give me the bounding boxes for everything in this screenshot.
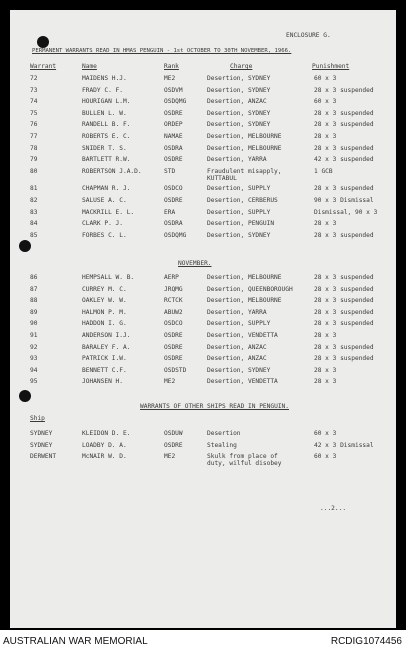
rank-cell: JRQMG bbox=[164, 285, 183, 293]
header-charge: Charge bbox=[230, 63, 253, 70]
punch-hole bbox=[19, 390, 31, 402]
charge-cell: Desertion, MELBOURNE bbox=[207, 144, 282, 152]
warrant-cell: 74 bbox=[30, 98, 38, 106]
punishment-cell: 28 x 3 bbox=[314, 332, 337, 339]
rank-cell: OSDRE bbox=[164, 109, 183, 117]
punishment-cell: 28 x 3 suspended bbox=[314, 320, 374, 328]
charge-cell: Desertion, SYDNEY bbox=[207, 75, 271, 82]
footer-id: RCDIG1074456 bbox=[330, 636, 402, 647]
punishment-cell: 90 x 3 Dismissal bbox=[314, 197, 374, 204]
charge-cell: Desertion, VENDETTA bbox=[207, 378, 278, 386]
name-cell: HOURIGAN L.M. bbox=[82, 98, 131, 106]
charge-cell-continued: duty, wilful disobey bbox=[207, 460, 282, 468]
ship-cell: DERWENT bbox=[30, 453, 57, 461]
rank-cell: OSDVM bbox=[164, 86, 183, 94]
rank-cell: OSDRE bbox=[164, 343, 183, 351]
name-cell: JOHANSEN H. bbox=[82, 378, 123, 386]
punishment-cell: 28 x 3 suspended bbox=[314, 274, 374, 281]
punishment-cell: 28 x 3 bbox=[314, 378, 337, 386]
charge-cell: Desertion, MELBOURNE bbox=[207, 133, 282, 140]
charge-cell: Desertion, SUPPLY bbox=[207, 320, 271, 328]
punishment-cell: 28 x 3 suspended bbox=[314, 285, 374, 293]
name-cell: BULLEN L. W. bbox=[82, 109, 127, 117]
ship-cell: SYDNEY bbox=[30, 441, 53, 449]
november-heading: NOVEMBER. bbox=[178, 260, 212, 267]
header-ship: Ship bbox=[30, 415, 45, 422]
warrant-cell: 73 bbox=[30, 86, 38, 94]
charge-cell: Desertion bbox=[207, 430, 241, 437]
warrant-cell: 80 bbox=[30, 167, 38, 175]
punishment-cell: Dismissal, 90 x 3 bbox=[314, 208, 378, 216]
document-title: PERMANENT WARRANTS READ IN HMAS PENGUIN - 1st OCTOBER TO 30TH NOVEMBER, 1966. bbox=[32, 48, 292, 54]
name-cell: CLARK P. J. bbox=[82, 220, 123, 228]
rank-cell: ME2 bbox=[164, 378, 176, 386]
charge-cell: Desertion, CERBERUS bbox=[207, 197, 278, 204]
charge-cell: Desertion, VENDETTA bbox=[207, 332, 278, 339]
warrant-cell: 84 bbox=[30, 220, 38, 228]
name-cell: ANDERSON I.J. bbox=[82, 332, 131, 339]
punishment-cell: 28 x 3 suspended bbox=[314, 308, 374, 316]
name-cell: HEMPSALL W. B. bbox=[82, 274, 135, 281]
name-cell: KLEIDON D. E. bbox=[82, 430, 131, 437]
name-cell: ROBERTS E. C. bbox=[82, 133, 131, 140]
rank-cell: OSDRA bbox=[164, 220, 183, 228]
name-cell: McNAIR W. D. bbox=[82, 453, 127, 461]
name-cell: LOADBY D. A. bbox=[82, 441, 127, 449]
rank-cell: STD bbox=[164, 167, 176, 175]
name-cell: BARALEY F. A. bbox=[82, 343, 131, 351]
charge-cell: Desertion, SYDNEY bbox=[207, 109, 271, 117]
footer-source: AUSTRALIAN WAR MEMORIAL bbox=[3, 636, 148, 647]
rank-cell: NAMAE bbox=[164, 133, 183, 140]
charge-cell: Stealing bbox=[207, 441, 237, 449]
punishment-cell: 28 x 3 bbox=[314, 220, 337, 228]
rank-cell: AERP bbox=[164, 274, 179, 281]
charge-cell: Desertion, SYDNEY bbox=[207, 86, 271, 94]
charge-cell: Desertion, MELBOURNE bbox=[207, 274, 282, 281]
rank-cell: OSDRE bbox=[164, 332, 183, 339]
rank-cell: OSDQMG bbox=[164, 98, 187, 106]
name-cell: FORBES C. L. bbox=[82, 231, 127, 239]
name-cell: SALUSE A. C. bbox=[82, 197, 127, 204]
charge-cell: Desertion, QUEENBOROUGH bbox=[207, 285, 293, 293]
rank-cell: ME2 bbox=[164, 453, 176, 461]
rank-cell: OSDUW bbox=[164, 430, 183, 437]
name-cell: HADDON I. G. bbox=[82, 320, 127, 328]
charge-cell: Desertion, MELBOURNE bbox=[207, 297, 282, 305]
charge-cell: Desertion, YARRA bbox=[207, 156, 267, 164]
rank-cell: ERA bbox=[164, 208, 176, 216]
charge-cell: Fraudulent misapply, bbox=[207, 167, 282, 175]
punishment-cell: 60 x 3 bbox=[314, 98, 337, 106]
warrant-cell: 91 bbox=[30, 332, 38, 339]
other-ships-heading: WARRANTS OF OTHER SHIPS READ IN PENGUIN. bbox=[140, 403, 290, 410]
warrant-cell: 89 bbox=[30, 308, 38, 316]
charge-cell-continued: KUTTABUL bbox=[207, 174, 237, 182]
rank-cell: ABUW2 bbox=[164, 308, 183, 316]
name-cell: MAIDENS H.J. bbox=[82, 75, 127, 82]
warrant-cell: 86 bbox=[30, 274, 38, 281]
rank-cell: RCTCK bbox=[164, 297, 183, 305]
document-page bbox=[10, 10, 396, 628]
charge-cell: Desertion, SYDNEY bbox=[207, 121, 271, 129]
rank-cell: OSDRA bbox=[164, 144, 183, 152]
name-cell: CHAPMAN R. J. bbox=[82, 185, 131, 193]
warrant-cell: 94 bbox=[30, 366, 38, 374]
warrant-cell: 93 bbox=[30, 355, 38, 363]
warrant-cell: 76 bbox=[30, 121, 38, 129]
header-name: Name bbox=[82, 63, 97, 70]
header-rank: Rank bbox=[164, 63, 179, 70]
punishment-cell: 60 x 3 bbox=[314, 453, 337, 461]
name-cell: BENNETT C.F. bbox=[82, 366, 127, 374]
punch-hole bbox=[37, 36, 49, 48]
ship-cell: SYDNEY bbox=[30, 430, 53, 437]
warrant-cell: 95 bbox=[30, 378, 38, 386]
name-cell: RANDELL B. F. bbox=[82, 121, 131, 129]
charge-cell: Desertion, ANZAC bbox=[207, 98, 267, 106]
warrant-cell: 77 bbox=[30, 133, 38, 140]
warrant-cell: 83 bbox=[30, 208, 38, 216]
warrant-cell: 72 bbox=[30, 75, 38, 82]
name-cell: OAKLEY W. W. bbox=[82, 297, 127, 305]
charge-cell: Desertion, SYDNEY bbox=[207, 366, 271, 374]
punishment-cell: 28 x 3 suspended bbox=[314, 355, 374, 363]
header-warrant: Warrant bbox=[30, 63, 57, 70]
punishment-cell: 42 x 3 Dismissal bbox=[314, 441, 374, 449]
punishment-cell: 28 x 3 suspended bbox=[314, 86, 374, 94]
rank-cell: OSDSTD bbox=[164, 366, 187, 374]
punishment-cell: 60 x 3 bbox=[314, 75, 337, 82]
enclosure-label: ENCLOSURE G. bbox=[286, 32, 331, 39]
punishment-cell: 28 x 3 suspended bbox=[314, 297, 374, 305]
warrant-cell: 75 bbox=[30, 109, 38, 117]
charge-cell: Skulk from place of bbox=[207, 453, 278, 461]
punishment-cell: 42 x 3 suspended bbox=[314, 156, 374, 164]
warrant-cell: 85 bbox=[30, 231, 38, 239]
charge-cell: Desertion, ANZAC bbox=[207, 343, 267, 351]
warrant-cell: 90 bbox=[30, 320, 38, 328]
name-cell: FRADY C. F. bbox=[82, 86, 123, 94]
charge-cell: Desertion, SUPPLY bbox=[207, 185, 271, 193]
warrant-cell: 88 bbox=[30, 297, 38, 305]
rank-cell: OSDRE bbox=[164, 441, 183, 449]
rank-cell: OSDRE bbox=[164, 355, 183, 363]
rank-cell: OSDRE bbox=[164, 156, 183, 164]
name-cell: BARTLETT R.W. bbox=[82, 156, 131, 164]
rank-cell: ORDEP bbox=[164, 121, 183, 129]
warrant-cell: 79 bbox=[30, 156, 38, 164]
name-cell: MACKRILL E. L. bbox=[82, 208, 135, 216]
name-cell: ROBERTSON J.A.D. bbox=[82, 167, 142, 175]
charge-cell: Desertion, PENGUIN bbox=[207, 220, 275, 228]
name-cell: HALMON P. M. bbox=[82, 308, 127, 316]
name-cell: CURREY M. C. bbox=[82, 285, 127, 293]
punishment-cell: 1 GCB bbox=[314, 167, 333, 175]
punishment-cell: 28 x 3 suspended bbox=[314, 231, 374, 239]
charge-cell: Desertion, ANZAC bbox=[207, 355, 267, 363]
punch-hole bbox=[19, 240, 31, 252]
punishment-cell: 60 x 3 bbox=[314, 430, 337, 437]
punishment-cell: 28 x 3 suspended bbox=[314, 144, 374, 152]
warrant-cell: 81 bbox=[30, 185, 38, 193]
name-cell: PATRICK I.W. bbox=[82, 355, 127, 363]
charge-cell: Desertion, YARRA bbox=[207, 308, 267, 316]
punishment-cell: 28 x 3 suspended bbox=[314, 185, 374, 193]
header-punishment: Punishment bbox=[312, 63, 350, 70]
rank-cell: ME2 bbox=[164, 75, 176, 82]
rank-cell: OSDRE bbox=[164, 197, 183, 204]
warrant-cell: 82 bbox=[30, 197, 38, 204]
punishment-cell: 28 x 3 suspended bbox=[314, 109, 374, 117]
rank-cell: OSDQMG bbox=[164, 231, 187, 239]
punishment-cell: 28 x 3 suspended bbox=[314, 121, 374, 129]
rank-cell: OSDCO bbox=[164, 320, 183, 328]
name-cell: SNIDER T. S. bbox=[82, 144, 127, 152]
punishment-cell: 28 x 3 suspended bbox=[314, 343, 374, 351]
warrant-cell: 87 bbox=[30, 285, 38, 293]
punishment-cell: 28 x 3 bbox=[314, 133, 337, 140]
continuation-mark: ...2... bbox=[320, 505, 347, 512]
punishment-cell: 28 x 3 bbox=[314, 366, 337, 374]
warrant-cell: 78 bbox=[30, 144, 38, 152]
footer-bar bbox=[0, 630, 406, 653]
charge-cell: Desertion, SUPPLY bbox=[207, 208, 271, 216]
warrant-cell: 92 bbox=[30, 343, 38, 351]
rank-cell: OSDCO bbox=[164, 185, 183, 193]
charge-cell: Desertion, SYDNEY bbox=[207, 231, 271, 239]
